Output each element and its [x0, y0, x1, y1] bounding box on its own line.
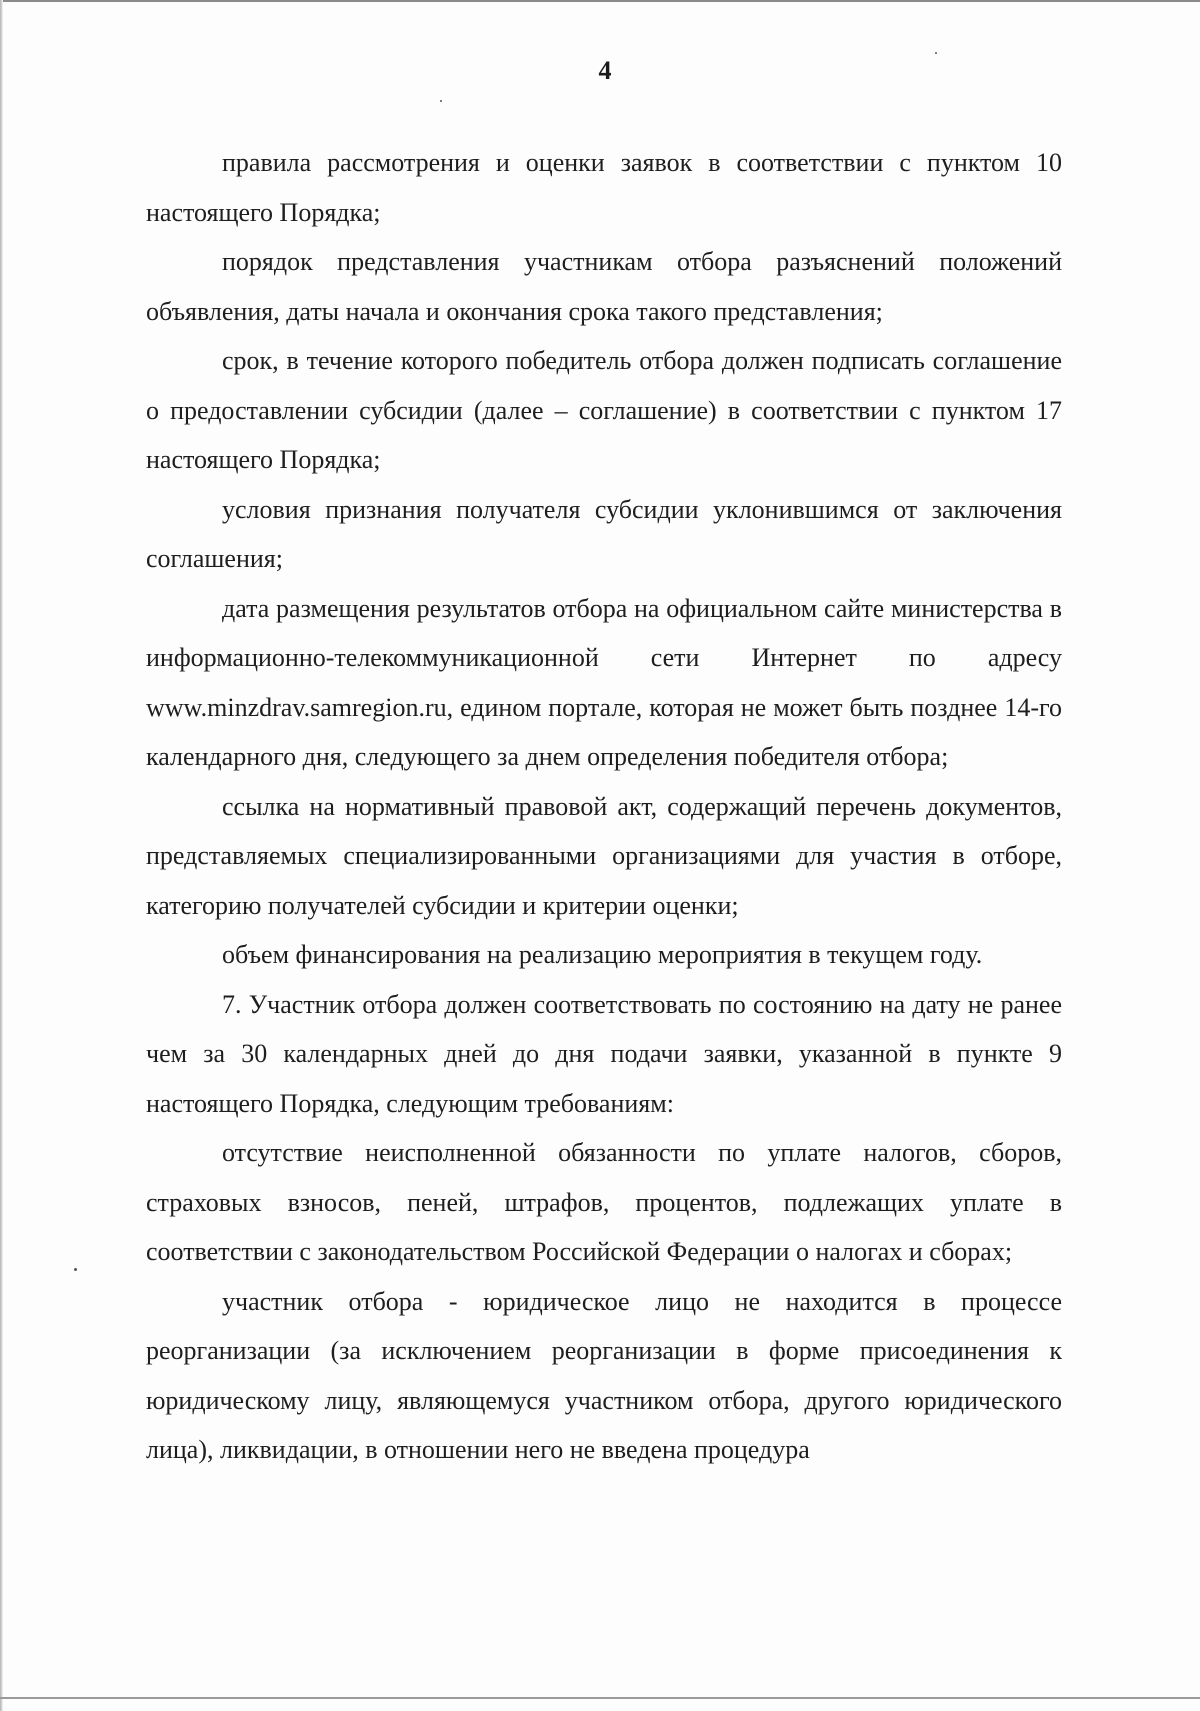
paragraph-funding-volume: объем финансирования на реализацию мероприятия в текущем году. — [222, 940, 983, 969]
top-border — [0, 0, 1200, 2]
page-number: 4 — [598, 56, 612, 85]
paragraph-evasion-conditions: условия признания получателя субсидии уклонившимся от заключения соглашения; — [146, 494, 1062, 573]
bottom-border — [0, 1697, 1200, 1699]
scan-speck — [935, 52, 937, 54]
paragraph-review-rules: правила рассмотрения и оценки заявок в соответствии с пунктом 10 настоящего Порядка; — [146, 148, 1062, 227]
paragraph-reorganization: участник отбора - юридическое лицо не находится в процессе реорганизации (за исключением реорганизации в форме присоединения к юридическому лицу, являющемуся участником отбора, другого юридического лица), ликвидации, в отношении него не введена процедура — [146, 1286, 1062, 1464]
paragraph-results-publication: дата размещения результатов отбора на официальном сайте министерства в информационно-телекоммуникационной сети Интернет по адресу www.minzdrav.samregion.ru, едином портале, которая не может быть позднее 14-го календарного дня, следующего за днем определения победителя отбора; — [146, 593, 1062, 771]
paragraph-clarification-procedure: порядок представления участникам отбора разъяснений положений объявления, даты начала и окончания срока такого представления; — [146, 247, 1062, 326]
left-edge-shadow — [0, 0, 3, 1711]
paragraph-legal-act-link: ссылка на нормативный правовой акт, содержащий перечень документов, представляемых специализированными организациями для участия в отборе, категорию получателей субсидии и критерии оценки; — [146, 791, 1062, 920]
scan-speck — [440, 100, 442, 102]
paragraph-agreement-term: срок, в течение которого победитель отбора должен подписать соглашение о предоставлении субсидии (далее – соглашение) в соответствии с пунктом 17 настоящего Порядка; — [146, 346, 1062, 474]
scan-speck — [74, 1268, 77, 1271]
paragraph-tax-obligations: отсутствие неисполненной обязанности по уплате налогов, сборов, страховых взносов, пеней, штрафов, процентов, подлежащих уплате в соответствии с законодательством Российской Федерации о налогах и сборах; — [146, 1138, 1062, 1266]
document-body — [146, 138, 1062, 1475]
paragraph-participant-requirements: 7. Участник отбора должен соответствовать по состоянию на дату не ранее чем за 30 календарных дней до дня подачи заявки, указанной в пункте 9 настоящего Порядка, следующим требованиям: — [146, 989, 1062, 1118]
